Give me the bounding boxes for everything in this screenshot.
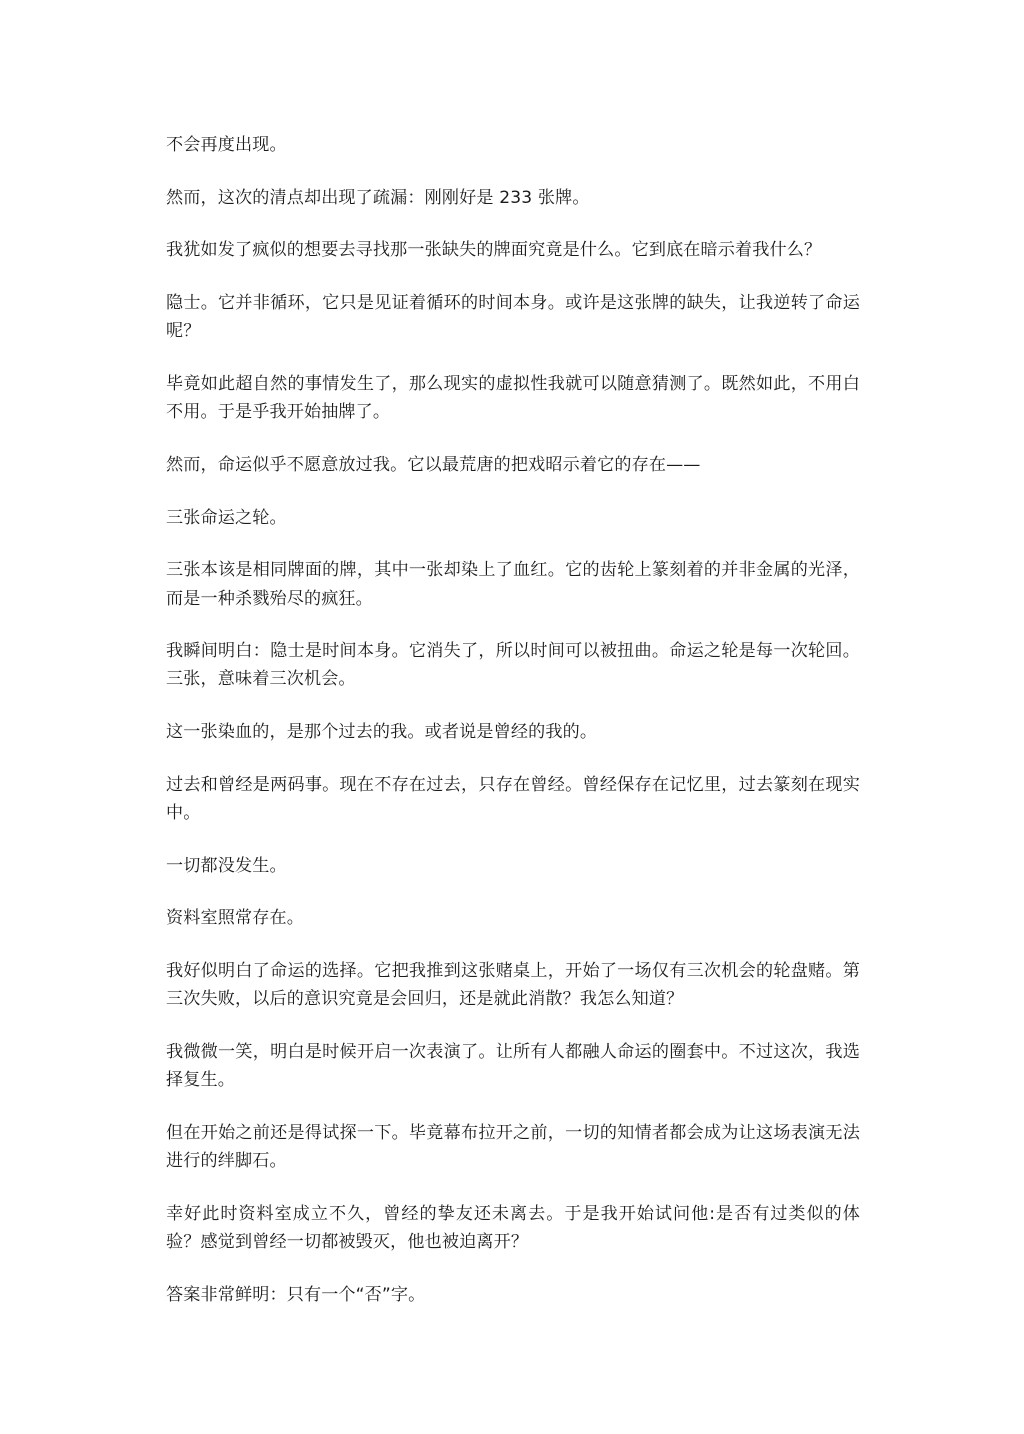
paragraph: 我好似明白了命运的选择。它把我推到这张赌桌上，开始了一场仅有三次机会的轮盘赌。第三次失败，以后的意识究竟是会回归，还是就此消散？我怎么知道？ <box>166 961 860 1010</box>
paragraph: 毕竟如此超自然的事情发生了，那么现实的虚拟性我就可以随意猜测了。既然如此，不用白不用。于是乎我开始抽牌了。 <box>166 374 860 423</box>
document-text-column <box>166 131 860 1309</box>
paragraph: 三张命运之轮。 <box>166 507 287 528</box>
paragraph: 这一张染血的，是那个过去的我。或者说是曾经的我的。 <box>166 722 598 743</box>
paragraph: 答案非常鲜明：只有一个“否”字。 <box>166 1284 426 1305</box>
paragraph: 三张本该是相同牌面的牌，其中一张却染上了血红。它的齿轮上篆刻着的并非金属的光泽，而是一种杀戮殆尽的疯狂。 <box>166 560 860 609</box>
paragraph: 我犹如发了疯似的想要去寻找那一张缺失的牌面究竟是什么。它到底在暗示着我什么？ <box>166 240 822 261</box>
paragraph: 我微微一笑，明白是时候开启一次表演了。让所有人都融人命运的圈套中。不过这次，我选择复生。 <box>166 1042 860 1091</box>
paragraph: 资料室照常存在。 <box>166 908 304 929</box>
paragraph: 然而，命运似乎不愿意放过我。它以最荒唐的把戏昭示着它的存在—— <box>166 454 701 475</box>
paragraph: 隐士。它并非循环，它只是见证着循环的时间本身。或许是这张牌的缺失，让我逆转了命运呢？ <box>166 293 860 342</box>
paragraph: 然而，这次的清点却出现了疏漏：刚刚好是 233 张牌。 <box>166 187 590 208</box>
paragraph: 不会再度出现。 <box>166 135 287 155</box>
paragraph: 一切都没发生。 <box>166 855 287 876</box>
paragraph: 幸好此时资料室成立不久，曾经的挚友还未离去。于是我开始试问他:是否有过类似的体验？感觉到曾经一切都被毁灭，他也被迫离开？ <box>166 1203 860 1253</box>
paragraph: 但在开始之前还是得试探一下。毕竟幕布拉开之前，一切的知情者都会成为让这场表演无法进行的绊脚石。 <box>166 1122 860 1172</box>
paragraph: 我瞬间明白：隐士是时间本身。它消失了，所以时间可以被扭曲。命运之轮是每一次轮回。三张，意味着三次机会。 <box>166 641 860 690</box>
paragraph: 过去和曾经是两码事。现在不存在过去，只存在曾经。曾经保存在记忆里，过去篆刻在现实中。 <box>166 774 860 824</box>
